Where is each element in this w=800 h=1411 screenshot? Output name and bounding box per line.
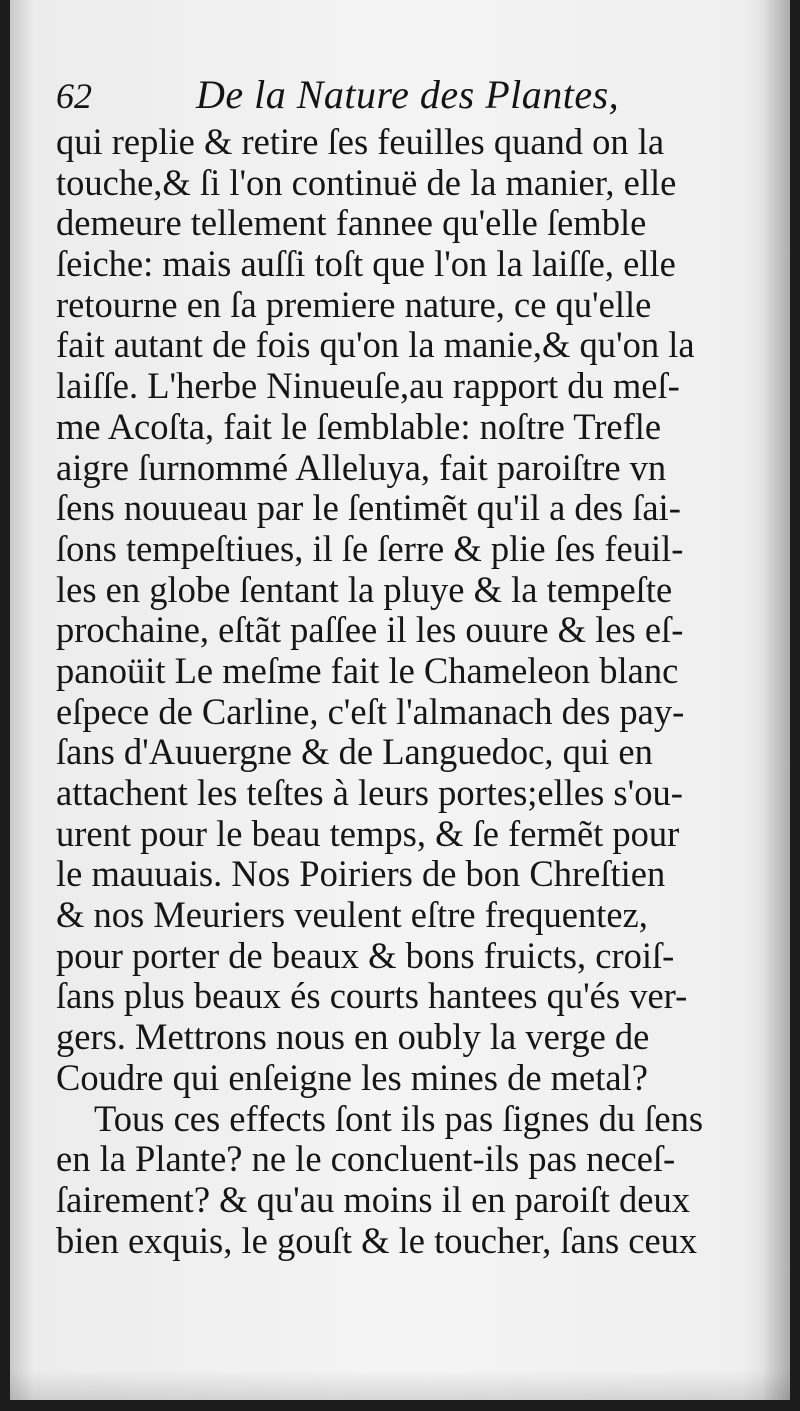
text-line: attachent les teſtes à leurs portes;elles s'ou- (56, 772, 683, 813)
page-bottom-shadow (10, 1370, 790, 1400)
text-line: ſons tempeſtiues, il ſe ſerre & plie ſes feuil- (56, 527, 684, 569)
text-line: ſans plus beaux és courts hantees qu'és ver- (56, 975, 688, 1017)
text-line: en la Plante? ne le concluent-ils pas neceſ- (56, 1138, 676, 1180)
body-text (56, 122, 758, 1261)
text-line: Coudre qui enſeigne les mines de metal? (56, 1056, 648, 1098)
text-line: demeure tellement fannee qu'elle ſemble (56, 202, 647, 244)
text-line: bien exquis, le gouſt & le toucher, ſans ceux (56, 1219, 698, 1261)
text-line: ſeiche: mais auſſi toſt que l'on la laiſſe, elle (56, 243, 676, 285)
text-line: qui replie & retire ſes feuilles quand on la (56, 121, 665, 162)
text-line: & nos Meuriers veulent eſtre frequentez, (56, 894, 648, 936)
text-line: eſpece de Carline, c'eſt l'almanach des pay- (56, 690, 685, 732)
text-line: laiſſe. L'herbe Ninueuſe,au rapport du meſ- (56, 365, 680, 407)
text-line: fait autant de fois qu'on la manie,& qu'on la (56, 324, 695, 366)
text-line: prochaine, eſtãt paſſee il les ouure & les eſ- (56, 609, 684, 651)
page-edge-shadow (762, 0, 790, 1400)
text-line: ſairement? & qu'au moins il en paroiſt deux (56, 1178, 691, 1220)
text-line: aigre ſurnommé Alleluya, fait paroiſtre vn (56, 446, 667, 488)
text-line: ſans d'Auuergne & de Languedoc, qui en (56, 731, 653, 773)
text-line: urent pour le beau temps, & ſe fermẽt pour (56, 812, 680, 854)
text-line: le mauuais. Nos Poiriers de bon Chreſtien (56, 853, 666, 895)
paragraph-first-line: Tous ces effects ſont ils pas ſignes du ſens (94, 1097, 704, 1139)
text-line: me Acoſta, fait le ſemblable: noſtre Trefle (56, 405, 662, 447)
text-line: panoüit Le meſme fait le Chameleon blanc (56, 649, 679, 691)
page-number: 62 (56, 76, 92, 116)
text-line: retourne en ſa premiere nature, ce qu'elle (56, 283, 652, 325)
running-title: De la Nature des Plantes, (196, 72, 620, 117)
book-page (10, 0, 790, 1400)
text-line: gers. Mettrons nous en oubly la verge de (56, 1016, 650, 1058)
page-header (56, 72, 746, 122)
text-line: ſens nouueau par le ſentimẽt qu'il a des ſai- (56, 487, 681, 529)
text-line: pour porter de beaux & bons fruicts, croiſ- (56, 934, 675, 976)
text-line: les en globe ſentant la pluye & la tempeſte (56, 568, 673, 610)
text-line: touche,& ſi l'on continuë de la manier, elle (56, 161, 677, 203)
